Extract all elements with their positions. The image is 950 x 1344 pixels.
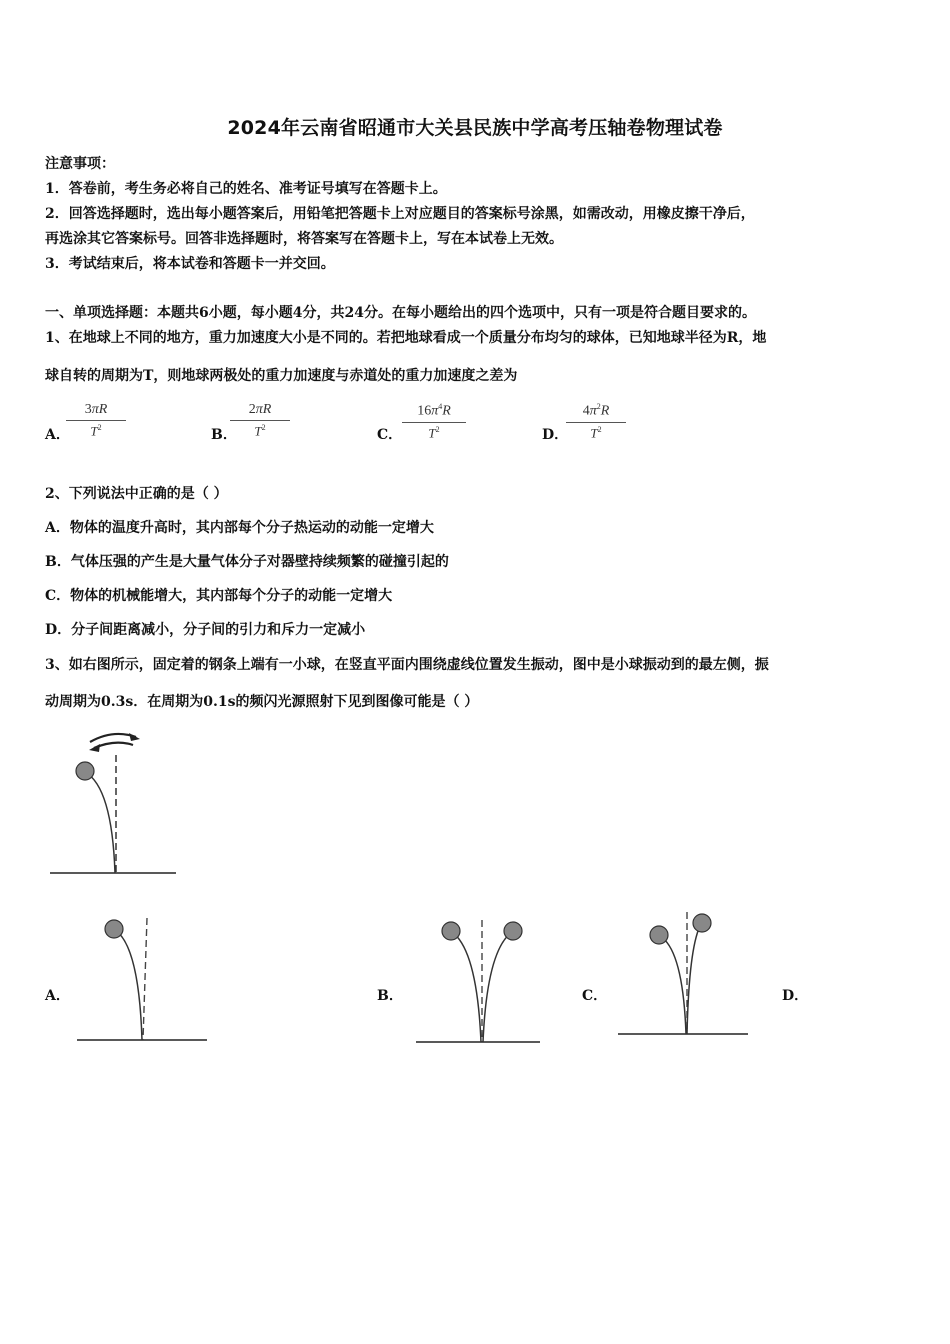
arrow-head-right [129, 733, 140, 741]
q2-option-a[interactable]: A．物体的温度升高时，其内部每个分子热运动的动能一定增大 [45, 520, 434, 536]
q3-option-a-figure[interactable] [75, 910, 210, 1050]
notice-heading: 注意事项： [45, 156, 115, 172]
q1-option-b-label[interactable]: B． [211, 427, 237, 443]
q3-option-d-label[interactable]: D． [782, 988, 809, 1004]
q2-option-d[interactable]: D．分子间距离减小，分子间的引力和斥力一定减小 [45, 622, 366, 638]
q1-option-a-label[interactable]: A． [45, 427, 70, 443]
q3-stem-line2: 动周期为0.3s．在周期为0.1s的频闪光源照射下见到图像可能是（ ） [45, 694, 479, 710]
notice-item-1: 1．答卷前，考生务必将自己的姓名、准考证号填写在答题卡上。 [45, 181, 447, 197]
ball [76, 762, 94, 780]
q3-main-figure [40, 725, 190, 880]
notice-item-2: 2．回答选择题时，选出每小题答案后，用铅笔把答题卡上对应题目的答案标号涂黑，如需改动，用橡皮擦干净后， [45, 206, 755, 222]
q3-option-c-label[interactable]: C． [582, 988, 608, 1004]
q2-stem: 2、下列说法中正确的是（ ） [45, 486, 228, 502]
q2-option-c[interactable]: C．物体的机械能增大，其内部每个分子的动能一定增大 [45, 588, 393, 604]
q1-option-d-label[interactable]: D． [542, 427, 569, 443]
q1-option-c-label[interactable]: C． [377, 427, 403, 443]
q3-option-b-label[interactable]: B． [377, 988, 403, 1004]
notice-item-3: 3．考试结束后，将本试卷和答题卡一并交回。 [45, 256, 335, 272]
arrow-head-left [89, 744, 100, 752]
q2-option-b[interactable]: B．气体压强的产生是大量气体分子对器壁持续频繁的碰撞引起的 [45, 554, 449, 570]
section-heading: 一、单项选择题：本题共6小题，每小题4分，共24分。在每小题给出的四个选项中，只有一项是符合题目要求的。 [45, 305, 756, 321]
q1-option-a-formula: $\frac{3\pi R}{T^2}$ [66, 402, 126, 439]
q3-option-a-label[interactable]: A． [45, 988, 70, 1004]
oscillation-arrow-upper [90, 734, 136, 742]
page-title: 2024年云南省昭通市大关县民族中学高考压轴卷物理试卷 [227, 117, 723, 139]
q3-option-b-figure[interactable] [413, 912, 543, 1052]
q1-option-d-formula: $\frac{4\pi^2R}{T^2}$ [566, 402, 626, 441]
steel-strip [85, 772, 115, 873]
notice-item-2-cont: 再选涂其它答案标号。回答非选择题时，将答案写在答题卡上，写在本试卷上无效。 [45, 231, 563, 247]
q1-stem-line1: 1、在地球上不同的地方，重力加速度大小是不同的。若把地球看成一个质量分布均匀的球体，已知地球半径为R，地 [45, 330, 767, 346]
q1-option-c-formula: $\frac{16\pi^4R}{T^2}$ [402, 402, 466, 441]
q1-option-b-formula: $\frac{2\pi R}{T^2}$ [230, 402, 290, 439]
oscillation-arrow-lower [94, 743, 133, 748]
q3-option-c-figure[interactable] [615, 906, 751, 1041]
q3-stem-line1: 3、如右图所示，固定着的钢条上端有一小球，在竖直平面内围绕虚线位置发生振动，图中是小球振动到的最左侧，振 [45, 657, 769, 673]
q1-stem-line2: 球自转的周期为T，则地球两极处的重力加速度与赤道处的重力加速度之差为 [45, 368, 518, 384]
